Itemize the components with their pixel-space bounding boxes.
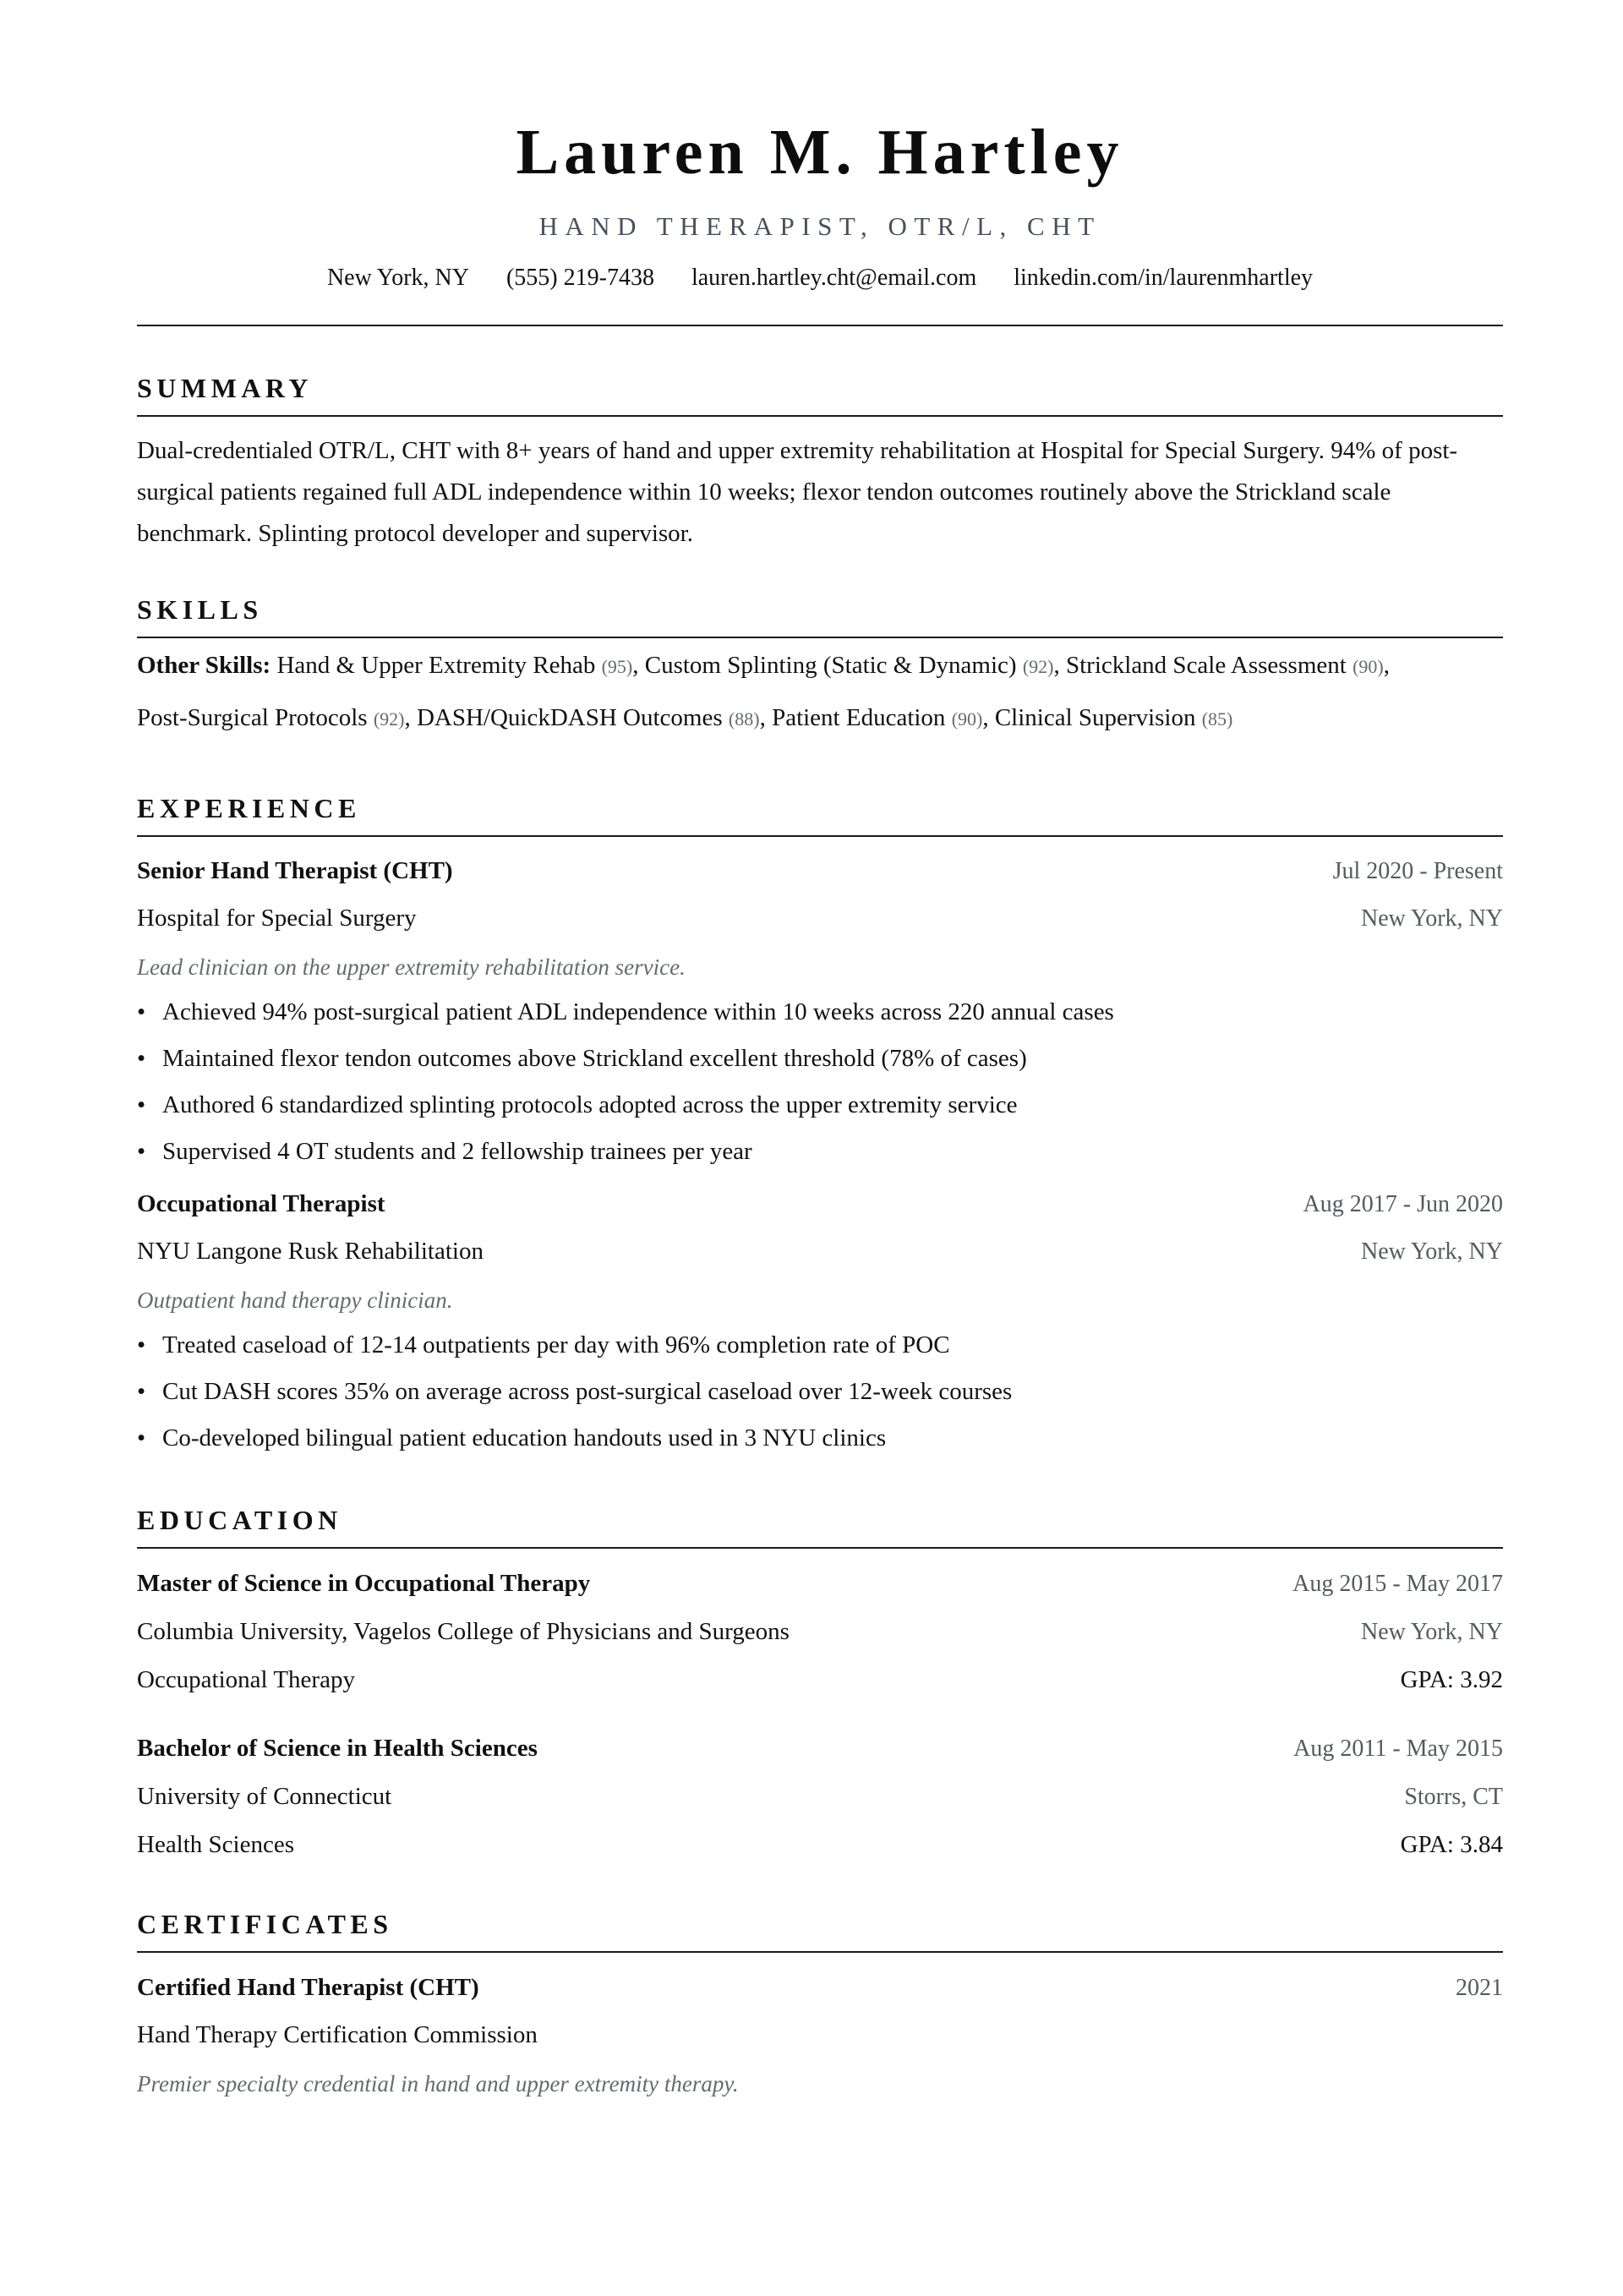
education-entry	[137, 1736, 1503, 1857]
job-organization: Hospital for Special Surgery	[137, 905, 417, 932]
list-item: • Achieved 94% post-surgical patient ADL independence within 10 weeks across 220 annual cases	[137, 989, 1503, 1036]
skill-item: DASH/QuickDASH Outcomes	[416, 704, 723, 731]
section-heading-certificates: CERTIFICATES	[137, 1911, 1503, 1953]
job-dates: Jul 2020 - Present	[1332, 858, 1503, 884]
section-heading-summary: SUMMARY	[137, 374, 1503, 417]
job-achievements	[137, 1322, 1503, 1462]
job-description: Lead clinician on the upper extremity rehabilitation service.	[137, 954, 686, 980]
header-divider	[137, 325, 1503, 326]
job-title: Occupational Therapist	[137, 1190, 385, 1217]
education-section	[137, 1506, 1503, 1857]
resume-header	[137, 0, 1503, 326]
candidate-title: HAND THERAPIST, OTR/L, CHT	[538, 211, 1101, 241]
skill-item: Post-Surgical Protocols	[137, 704, 368, 731]
job-organization: NYU Langone Rusk Rehabilitation	[137, 1238, 484, 1265]
certificate-description: Premier specialty credential in hand and upper extremity therapy.	[137, 2071, 739, 2096]
skill-item: Patient Education	[772, 704, 946, 731]
contact-linkedin[interactable]: linkedin.com/in/laurenmhartley	[1014, 265, 1314, 291]
certificate-name: Certified Hand Therapist (CHT)	[137, 1974, 479, 2001]
skills-list: Other Skills: Hand & Upper Extremity Rehab (95), Custom Splinting (Static & Dynamic) (92), Strickland Scale Assessment (90), Post-Surgical Protocols (92), DASH/QuickDASH Outcomes (88), Patient Education (90), Clinical Supervision (85)	[137, 652, 1390, 731]
job-entry	[137, 1192, 1503, 1462]
job-entry	[137, 859, 1503, 1175]
contact-location: New York, NY	[326, 265, 469, 291]
skill-level: (92)	[1022, 656, 1054, 677]
contact-phone: (555) 219-7438	[505, 265, 654, 291]
list-item: • Maintained flexor tendon outcomes above Strickland excellent threshold (78% of cases)	[137, 1036, 1503, 1082]
field-of-study: Occupational Therapy	[137, 1666, 355, 1693]
degree-name: Master of Science in Occupational Therapy	[137, 1570, 591, 1597]
section-heading-education: EDUCATION	[137, 1506, 1503, 1549]
summary-text: Dual-credentialed OTR/L, CHT with 8+ years of hand and upper extremity rehabilitation at Hospital for Special Surgery. 94% of post-surgical patients regained full ADL independence within 10 weeks; flexor tendon outcomes routinely above the Strickland scale benchmark. Splinting protocol developer and supervisor.	[137, 437, 1458, 547]
degree-name: Bachelor of Science in Health Sciences	[137, 1735, 538, 1762]
resume-page	[137, 0, 1503, 2096]
skill-level: (92)	[373, 708, 405, 730]
job-achievements	[137, 989, 1503, 1175]
skill-level: (88)	[728, 708, 760, 730]
job-description: Outpatient hand therapy clinician.	[137, 1287, 453, 1313]
education-dates: Aug 2015 - May 2017	[1292, 1571, 1503, 1597]
candidate-name: Lauren M. Hartley	[516, 117, 1124, 188]
job-title: Senior Hand Therapist (CHT)	[137, 857, 453, 884]
skill-level: (90)	[1352, 656, 1384, 677]
certificate-year: 2021	[1456, 1975, 1503, 2001]
skill-level: (95)	[601, 656, 633, 677]
skills-label: Other Skills:	[137, 652, 271, 679]
list-item: • Cut DASH scores 35% on average across post-surgical caseload over 12-week courses	[137, 1369, 1503, 1415]
skill-item: Strickland Scale Assessment	[1065, 652, 1347, 679]
skill-item: Clinical Supervision	[994, 704, 1196, 731]
skill-item: Hand & Upper Extremity Rehab	[276, 652, 596, 679]
list-item: • Supervised 4 OT students and 2 fellowship trainees per year	[137, 1129, 1503, 1175]
certificate-entry	[137, 1976, 1503, 2096]
section-heading-skills: SKILLS	[137, 596, 1503, 638]
education-dates: Aug 2011 - May 2015	[1293, 1736, 1503, 1762]
skill-level: (90)	[951, 708, 983, 730]
skill-level: (85)	[1201, 708, 1233, 730]
contact-email[interactable]: lauren.hartley.cht@email.com	[691, 265, 977, 291]
school-location: New York, NY	[1360, 1619, 1503, 1645]
certificates-section	[137, 1911, 1503, 2096]
school-name: University of Connecticut	[137, 1783, 392, 1810]
contact-line	[137, 266, 1503, 290]
gpa: GPA: 3.92	[1400, 1666, 1503, 1693]
section-heading-experience: EXPERIENCE	[137, 795, 1503, 837]
summary-section	[137, 374, 1503, 555]
job-location: New York, NY	[1360, 1238, 1503, 1265]
school-location: Storrs, CT	[1404, 1784, 1503, 1810]
list-item: • Authored 6 standardized splinting protocols adopted across the upper extremity service	[137, 1082, 1503, 1129]
certificate-issuer: Hand Therapy Certification Commission	[137, 2021, 538, 2048]
skills-section	[137, 596, 1503, 745]
education-entry	[137, 1572, 1503, 1692]
gpa: GPA: 3.84	[1400, 1831, 1503, 1858]
job-location: New York, NY	[1360, 905, 1503, 932]
list-item: • Co-developed bilingual patient education handouts used in 3 NYU clinics	[137, 1415, 1503, 1462]
field-of-study: Health Sciences	[137, 1831, 295, 1858]
experience-section	[137, 795, 1503, 1462]
skill-item: Custom Splinting (Static & Dynamic)	[644, 652, 1017, 679]
job-dates: Aug 2017 - Jun 2020	[1303, 1191, 1503, 1217]
school-name: Columbia University, Vagelos College of Physicians and Surgeons	[137, 1618, 790, 1645]
list-item: • Treated caseload of 12-14 outpatients per day with 96% completion rate of POC	[137, 1322, 1503, 1369]
